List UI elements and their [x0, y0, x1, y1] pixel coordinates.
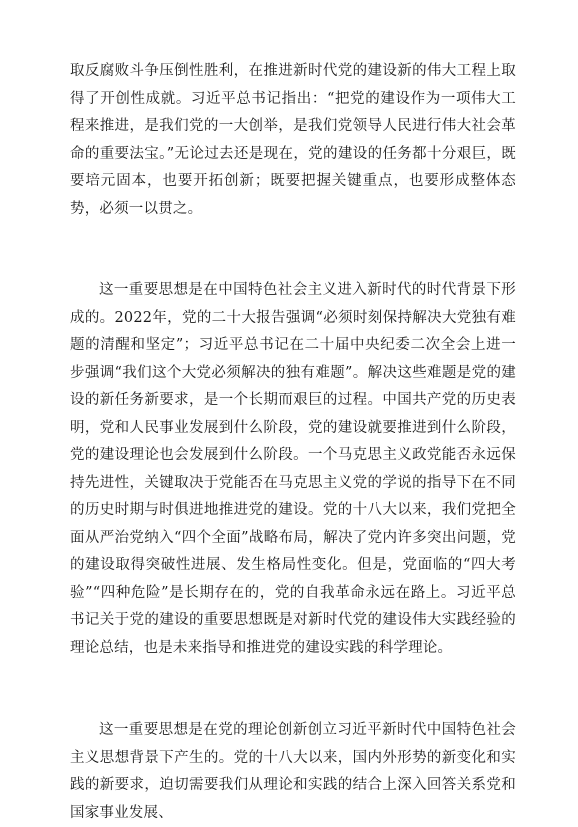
paragraph-1: 取反腐败斗争压倒性胜利，在推进新时代党的建设新的伟大工程上取得了开创性成就。习近平总书记指出：“把党的建设作为一项伟大工程来推进，是我们党的一大创举，是我们党领导人民进行伟大社会革命的重要法宝。”无论过去还是现在，党的建设的任务都十分艰巨，既要培元固本，也要开拓创新；既要把握关键重点，也要形成整体态势，必须一以贯之。 [70, 63, 516, 217]
paragraph-2: 这一重要思想是在中国特色社会主义进入新时代的时代背景下形成的。2022年，党的二十大报告强调“必须时刻保持解决大党独有难题的清醒和坚定”；习近平总书记在二十届中央纪委二次全会上进一步强调“我们这个大党必须解决的独有难题”。解决这些难题是党的建设的新任务新要求，是一个长期而艰巨的过程。中国共产党的历史表明，党和人民事业发展到什么阶段，党的建设就要推进到什么阶段，党的建设理论也会发展到什么阶段。一个马克思主义政党能否永远保持先进性，关键取决于党能否在马克思主义党的学说的指导下在不同的历史时期与时俱进地推进党的建设。党的十八大以来，我们党把全面从严治党纳入“四个全面”战略布局，解决了党内许多突出问题，党的建设取得突破性进展、发生格局性变化。但是，党面临的“四大考验”“四种危险”是长期存在的，党的自我革命永远在路上。习近平总书记关于党的建设的重要思想既是对新时代党的建设伟大实践经验的理论总结，也是未来指导和推进党的建设实践的科学理论。 [70, 282, 516, 656]
document-page [70, 58, 516, 827]
paragraph-3: 这一重要思想是在党的理论创新创立习近平新时代中国特色社会主义思想背景下产生的。党的十八大以来，国内外形势的新变化和实践的新要求，迫切需要我们从理论和实践的结合上深入回答关系党和国家事业发展、 [70, 722, 516, 821]
